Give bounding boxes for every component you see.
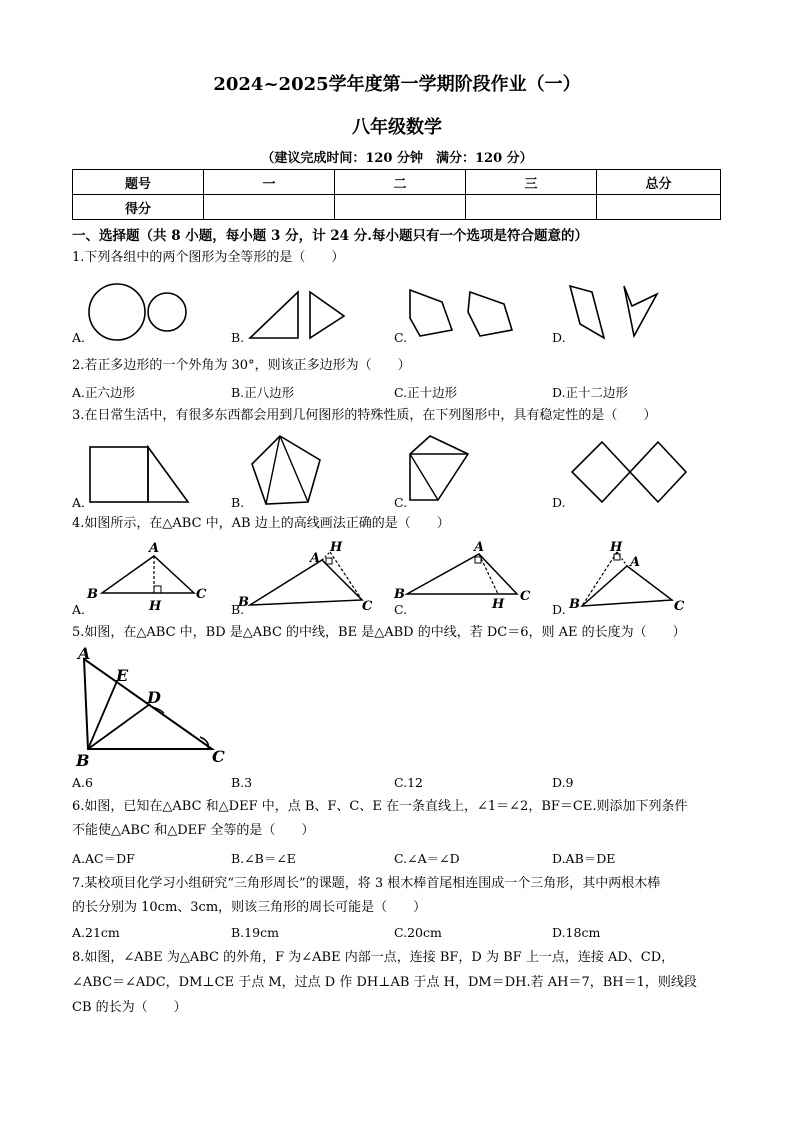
fig-label: C [674,599,685,614]
circle-large [89,284,145,340]
score-input-cell[interactable] [466,195,597,220]
q1-option-c[interactable]: C. [394,330,408,345]
question-8-line3: CB 的长为（ ） [72,1000,187,1015]
question-5-stem: 5.如图，在△ABC 中，BD 是△ABC 的中线，BE 是△ABD 的中线，若 DC＝6，则 AE 的长度为（ ） [72,625,686,640]
q4-option-a[interactable]: A. [72,602,86,617]
table-cell: 得分 [73,195,204,220]
fig-label: C [196,587,207,602]
q4-option-b[interactable]: B. [231,602,245,617]
q1-option-d[interactable]: D. [552,330,566,345]
quad-2 [624,286,657,336]
question-4-stem: 4.如图所示，在△ABC 中，AB 边上的高线画法正确的是（ ） [72,516,450,531]
exam-title: 2024~2025学年度第一学期阶段作业（一） [213,74,581,95]
pentagon-1 [410,290,452,336]
q1-option-a[interactable]: A. [72,330,86,345]
rhombus-2 [630,442,686,502]
q5-option-d[interactable]: D.9 [552,775,574,790]
table-cell: 总分 [597,170,721,195]
q7-option-c[interactable]: C.20cm [394,925,442,940]
table-cell: 三 [466,170,597,195]
question-3-stem: 3.在日常生活中，有很多东西都会用到几何图形的特殊性质，在下列图形中，具有稳定性的是（ ） [72,408,657,423]
score-input-cell[interactable] [597,195,721,220]
triangle-2 [310,292,344,338]
fig-label: E [116,666,129,685]
q6-option-d[interactable]: D.AB＝DE [552,851,616,866]
pentagon-2 [468,292,512,336]
fig-label: C [520,589,531,604]
rhombus-1 [572,442,630,502]
fig-label: H [330,540,343,555]
question-8-line1: 8.如图，∠ABE 为△ABC 的外角，F 为∠ABE 内部一点，连接 BF，D 为 BF 上一点，连接 AD、CD， [72,950,675,965]
q3-option-d[interactable]: D. [552,495,566,510]
fig-label: B [76,751,90,770]
q7-option-d[interactable]: D.18cm [552,925,601,940]
table-row [73,195,721,220]
fig-label: A [310,551,321,566]
question-6-line1: 6.如图，已知在△ABC 和△DEF 中，点 B、F、C、E 在一条直线上，∠1＝∠2，BF＝CE.则添加下列条件 [72,799,688,814]
q3-option-b[interactable]: B. [231,495,245,510]
question-2-stem: 2.若正多边形的一个外角为 30°，则该正多边形为（ ） [72,358,411,373]
triangle-1 [250,292,298,338]
fig-label: B [569,597,580,612]
table-cell: 一 [204,170,335,195]
fig-label: D [147,688,161,707]
q7-option-a[interactable]: A.21cm [72,925,120,940]
score-table [72,169,721,220]
q5-option-b[interactable]: B.3 [231,775,253,790]
q2-option-b[interactable]: B.正八边形 [231,385,295,400]
fig-label: A [149,541,160,556]
q6-option-c[interactable]: C.∠A＝∠D [394,851,460,866]
subject-title: 八年级数学 [352,117,442,138]
q2-option-a[interactable]: A.正六边形 [72,385,136,400]
q4-option-d[interactable]: D. [552,602,566,617]
question-7-line1: 7.某校项目化学习小组研究“三角形周长”的课题，将 3 根木棒首尾相连围成一个三角形，其中两根木棒 [72,876,661,891]
circle-small [148,293,186,331]
q6-option-a[interactable]: A.AC＝DF [72,851,135,866]
q6-option-b[interactable]: B.∠B＝∠E [231,851,296,866]
fig-label: H [149,599,162,614]
q7-option-b[interactable]: B.19cm [231,925,279,940]
fig-label: H [610,540,623,555]
right-triangle-shape [148,447,188,502]
section-heading: 一、选择题（共 8 小题，每小题 3 分，计 24 分.每小题只有一个选项是符合题意的） [72,228,588,244]
q3-option-a[interactable]: A. [72,495,86,510]
question-1-stem: 1.下列各组中的两个图形为全等形的是（ ） [72,250,345,265]
fig-label: C [212,747,225,766]
exam-note: （建议完成时间：120 分钟 满分：120 分） [261,151,533,166]
fig-label: B [87,587,98,602]
question-8-line2: ∠ABC＝∠ADC，DM⊥CE 于点 M，过点 D 作 DH⊥AB 于点 H，DM＝DH.若 AH＝7，BH＝1，则线段 [72,975,697,990]
score-input-cell[interactable] [204,195,335,220]
table-cell: 题号 [73,170,204,195]
fig-label: A [474,540,485,555]
q5-figure [72,645,242,770]
q4-option-c[interactable]: C. [394,602,408,617]
q5-option-c[interactable]: C.12 [394,775,423,790]
score-input-cell[interactable] [335,195,466,220]
q1-option-b[interactable]: B. [231,330,245,345]
fig-label: B [238,595,249,610]
fig-label: A [78,645,91,663]
table-row [73,170,721,195]
quad-1 [570,286,604,338]
q2-option-d[interactable]: D.正十二边形 [552,385,629,400]
fig-label: H [492,597,505,612]
question-7-line2: 的长分别为 10cm、3cm，则该三角形的周长可能是（ ） [72,900,427,915]
question-6-line2: 不能使△ABC 和△DEF 全等的是（ ） [72,823,315,838]
pentagon-shape [252,436,320,504]
table-cell: 二 [335,170,466,195]
fig-label: A [630,555,641,570]
q5-option-a[interactable]: A.6 [72,775,93,790]
square-shape [90,447,148,502]
q3-option-c[interactable]: C. [394,495,408,510]
q2-option-c[interactable]: C.正十边形 [394,385,458,400]
fig-label: B [394,587,405,602]
fig-label: C [362,599,373,614]
